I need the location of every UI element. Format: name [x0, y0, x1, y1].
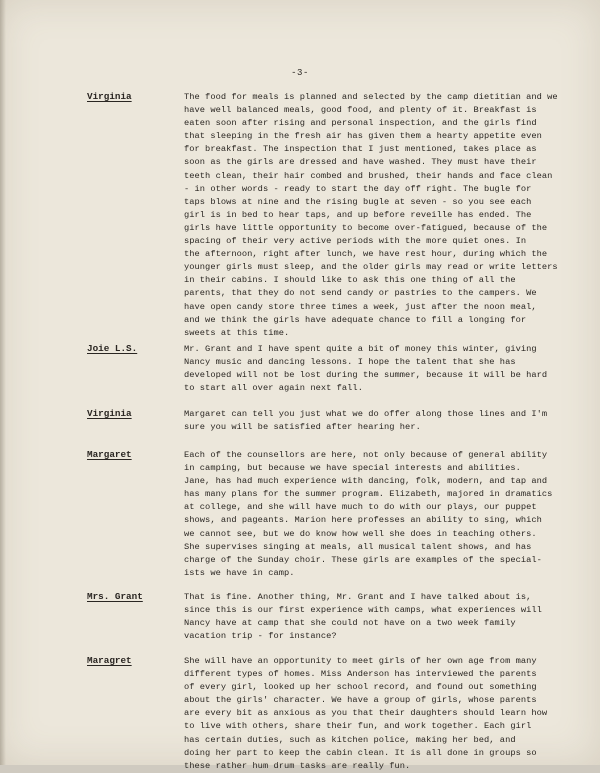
speech-line: girls have little opportunity to become over-fatigued, because of the	[184, 222, 548, 233]
speech-line: - in other words - ready to start the day off right. The bugle for	[184, 183, 532, 194]
speech-text	[184, 591, 554, 643]
speech-text	[184, 343, 554, 395]
speech-line: of every girl, looked up her school record, and found out something	[184, 682, 537, 693]
speech-line: parents, that they do not send candy or pastries to the campers. We	[184, 288, 537, 299]
speech-line: She supervises singing at meals, all musical talent shows, and has	[184, 541, 532, 552]
speech-text	[184, 91, 558, 340]
speech-line: sure you will be satisfied after hearing her.	[184, 422, 421, 433]
speaker-name: Virginia	[87, 408, 132, 419]
speech-line: these rather hum drum tasks are really fun.	[184, 760, 411, 771]
speech-line: Margaret can tell you just what we do offer along those lines and I'm	[184, 409, 548, 419]
speech-line: have open candy store three times a week, just after the noon meal,	[184, 301, 537, 312]
speech-line: to start all over again next fall.	[184, 383, 363, 394]
speech-line: different types of homes. Miss Anderson has interviewed the parents	[184, 669, 537, 680]
speech-line: taps blows at nine and the rising bugle at seven - so you see each	[184, 196, 532, 207]
speech-line: that sleeping in the fresh air has given them a hearty appetite even	[184, 131, 542, 142]
speech-line: in camping, but because we have special interests and abilities.	[184, 463, 521, 474]
speech-line: since this is our first experience with camps, what experiences will	[184, 605, 542, 616]
speech-line: eaten soon after rising and personal inspection, and the girls find	[184, 118, 537, 129]
speech-line: That is fine. Another thing, Mr. Grant and I have talked about is,	[184, 592, 532, 602]
speech-line: Nancy music and dancing lessons. I hope the talent that she has	[184, 357, 516, 368]
speech-line: Jane, has had much experience with dancing, folk, modern, and tap and	[184, 476, 548, 487]
speech-line: Nancy have at camp that she could not have on a two week family	[184, 618, 516, 629]
speech-line: we cannot see, but we do know how well she does in teaching others.	[184, 528, 537, 539]
speech-text	[184, 408, 554, 434]
speech-line: teeth clean, their hair combed and brushed, their hands and face clean	[184, 170, 553, 181]
speech-line: the afternoon, right after lunch, we have rest hour, during which the	[184, 249, 548, 260]
speech-line: She will have an opportunity to meet girls of her own age from many	[184, 656, 537, 666]
speech-line: younger girls must sleep, and the older girls may read or write letters	[184, 262, 558, 273]
speech-line: doing her part to keep the cabin clean. It is all done in groups so	[184, 747, 537, 758]
speech-line: vacation trip - for instance?	[184, 631, 337, 642]
speaker-name: Margaret	[87, 449, 132, 460]
speech-line: soon as the girls are dressed and have washed. They must have their	[184, 157, 537, 168]
speaker-name: Virginia	[87, 91, 132, 102]
speech-line: girl is in bed to hear taps, and up before reveille has ended. The	[184, 209, 532, 220]
speaker-name: Joie L.S.	[87, 343, 138, 354]
speech-line: for breakfast. The inspection that I just mentioned, takes place as	[184, 144, 537, 155]
speaker-name: Maragret	[87, 655, 132, 666]
speech-line: and we think the girls have adequate chance to fill a longing for	[184, 314, 527, 325]
speech-line: has many plans for the summer program. Elizabeth, majored in dramatics	[184, 489, 553, 500]
speech-text	[184, 449, 554, 580]
speech-line: in their cabins. I should like to ask this one thing of all the	[184, 275, 516, 286]
speech-line: about the girls' character. We have a group of girls, whose parents	[184, 695, 537, 706]
speech-line: at college, and she will have much to do with our plays, our puppet	[184, 502, 537, 513]
speech-line: shows, and pageants. Marion here professes an ability to sing, which	[184, 515, 542, 526]
page-number: -3-	[291, 68, 309, 78]
speech-line: sweets at this time.	[184, 327, 290, 338]
speech-line: has certain duties, such as kitchen police, making her bed, and	[184, 734, 516, 745]
speech-line: spacing of their very active periods with the more quiet ones. In	[184, 236, 527, 247]
speech-line: Mr. Grant and I have spent quite a bit of money this winter, giving	[184, 344, 537, 354]
speech-line: charge of the Sunday choir. These girls are examples of the special-	[184, 554, 542, 565]
speech-line: are every bit as anxious as you that their daughters should learn how	[184, 708, 548, 719]
speech-text	[184, 655, 554, 773]
speech-line: have well balanced meals, good food, and plenty of it. Breakfast is	[184, 105, 537, 116]
speech-line: developed will not be lost during the summer, because it will be hard	[184, 370, 548, 381]
speech-line: ists we have in camp.	[184, 567, 295, 578]
speaker-name: Mrs. Grant	[87, 591, 143, 602]
page-edge-shadow	[0, 0, 6, 765]
speech-line: The food for meals is planned and selected by the camp dietitian and we	[184, 92, 558, 102]
speech-line: Each of the counsellors are here, not only because of general ability	[184, 450, 548, 460]
speech-line: to live with others, share their fun, and work together. Each girl	[184, 721, 532, 732]
